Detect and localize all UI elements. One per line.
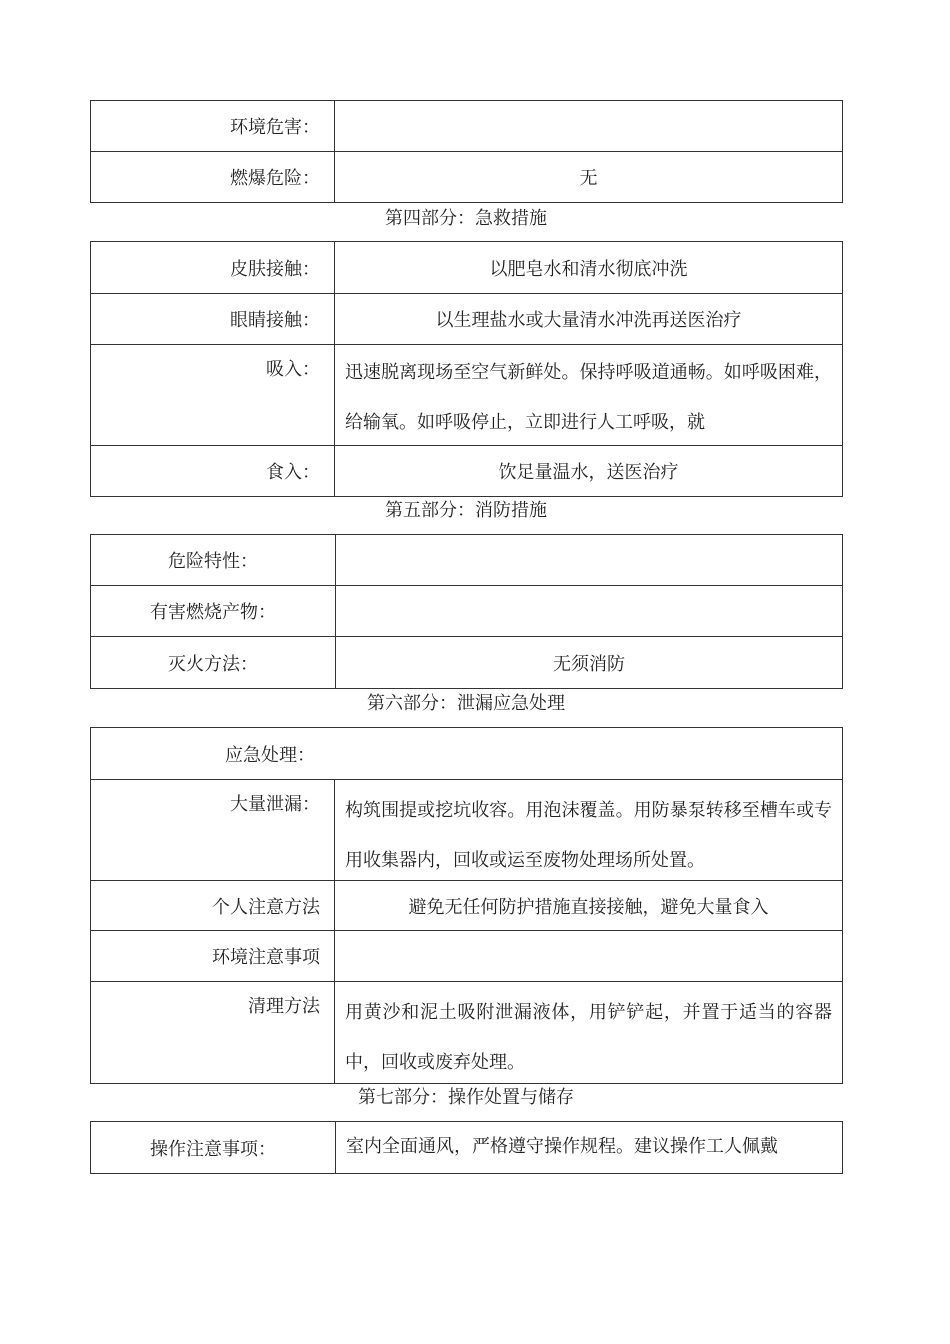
table-row [91,345,843,446]
row-label: 眼睛接触： [91,294,335,344]
section-title: 第七部分：操作处置与储存 [358,1087,574,1108]
row-label: 吸入： [91,345,335,445]
row-label: 皮肤接触： [91,242,335,293]
row-value [335,101,843,151]
handling-table [90,1121,843,1174]
firefighting-table [90,534,843,689]
row-label: 环境注意事项 [91,931,335,981]
row-label: 清理方法 [91,982,335,1083]
row-label: 食入： [91,446,335,496]
hazard-table [90,100,843,203]
row-label: 有害燃烧产物： [91,586,336,636]
table-row [91,446,843,497]
table-row [91,152,843,203]
row-label: 危险特性： [91,535,336,585]
row-value: 迅速脱离现场至空气新鲜处。保持呼吸道通畅。如呼吸困难，给输氧。如呼吸停止，立即进行人工呼吸，就 [335,345,843,445]
row-value: 以肥皂水和清水彻底冲洗 [335,242,843,293]
table-row [91,982,843,1084]
leak-response-table [90,727,843,1084]
row-label: 操作注意事项： [91,1122,336,1173]
table-row [91,881,843,931]
row-label: 大量泄漏： [91,780,335,880]
row-value: 用黄沙和泥土吸附泄漏液体，用铲铲起，并置于适当的容器中，回收或废弃处理。 [335,982,843,1083]
section-title: 第五部分：消防措施 [385,500,547,521]
row-value: 以生理盐水或大量清水冲洗再送医治疗 [335,294,843,344]
table-row [91,931,843,982]
row-label: 应急处理： [91,728,843,779]
table-row [91,1122,843,1174]
row-value: 构筑围提或挖坑收容。用泡沫覆盖。用防暴泵转移至槽车或专用收集器内，回收或运至废物处理场所处置。 [335,780,843,880]
row-value: 饮足量温水，送医治疗 [335,446,843,496]
row-value [336,586,843,636]
section-title: 第六部分：泄漏应急处理 [367,693,565,714]
table-row [91,637,843,689]
row-value: 室内全面通风，严格遵守操作规程。建议操作工人佩戴 [336,1122,843,1173]
table-row [91,294,843,345]
row-value [336,535,843,585]
row-label: 燃爆危险： [91,152,335,202]
table-row [91,101,843,152]
table-row [91,780,843,881]
row-value: 无 [335,152,843,202]
row-value [335,931,843,981]
row-value: 无须消防 [336,637,843,688]
table-row [91,728,843,780]
row-label: 环境危害： [91,101,335,151]
section-title: 第四部分：急救措施 [385,208,547,229]
row-value: 避免无任何防护措施直接接触，避免大量食入 [335,881,843,930]
row-label: 灭火方法： [91,637,336,688]
row-label: 个人注意方法 [91,881,335,930]
table-row [91,535,843,586]
table-row [91,586,843,637]
first-aid-table [90,241,843,497]
table-row [91,242,843,294]
